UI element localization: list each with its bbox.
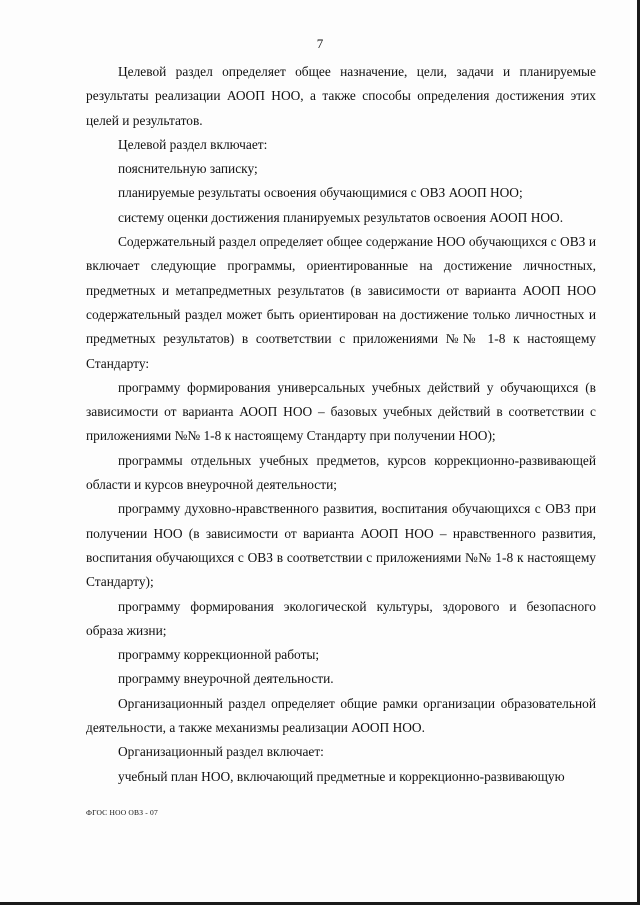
footer-code: ФГОС НОО ОВЗ - 07: [86, 808, 158, 817]
paragraph-6: Содержательный раздел определяет общее содержание НОО обучающихся с ОВЗ и включает следующие программы, ориентированные на достижение личностных, предметных и метапредметных результатов (в зависимости от варианта АООП НОО содержательный раздел может быть ориентирован на достижение только личностных и предметных результатов) в соответствии с приложениями №№ 1-8 к настоящему Стандарту:: [86, 234, 596, 371]
paragraph-3: пояснительную записку;: [118, 161, 258, 177]
paragraph-14: Организационный раздел включает:: [118, 744, 324, 760]
paragraph-15: учебный план НОО, включающий предметные и коррекционно-развивающую: [118, 768, 565, 784]
paragraph-8: программы отдельных учебных предметов, курсов коррекционно-развивающей области и курсов внеурочной деятельности;: [86, 452, 596, 493]
paragraph-5: систему оценки достижения планируемых результатов освоения АООП НОО.: [118, 209, 564, 225]
paragraph-4: планируемые результаты освоения обучающимися с ОВЗ АООП НОО;: [118, 185, 523, 201]
body-text: [86, 60, 596, 789]
paragraph-13: Организационный раздел определяет общие рамки организации образовательной деятельности, а также механизмы реализации АООП НОО.: [86, 695, 596, 736]
paragraph-12: программу внеурочной деятельности.: [118, 671, 334, 687]
paragraph-11: программу коррекционной работы;: [118, 647, 320, 663]
paragraph-7: программу формирования универсальных учебных действий у обучающихся (в зависимости от варианта АООП НОО – базовых учебных действий в соответствии с приложениями №№ 1-8 к настоящему Стандарту при получении НОО);: [86, 379, 596, 444]
page-number: 7: [316, 36, 324, 51]
paragraph-2: Целевой раздел включает:: [118, 136, 268, 152]
paragraph-9: программу духовно-нравственного развития, воспитания обучающихся с ОВЗ при получении НОО (в зависимости от варианта АООП НОО – нравственного развития, воспитания обучающихся с ОВЗ в соответствии с приложениями №№ 1-8 к настоящему Стандарту);: [86, 501, 596, 590]
paragraph-10: программу формирования экологической культуры, здорового и безопасного образа жизни;: [86, 598, 596, 638]
paragraph-1: Целевой раздел определяет общее назначение, цели, задачи и планируемые результаты реализации АООП НОО, а также способы определения достижения этих целей и результатов.: [86, 64, 596, 128]
